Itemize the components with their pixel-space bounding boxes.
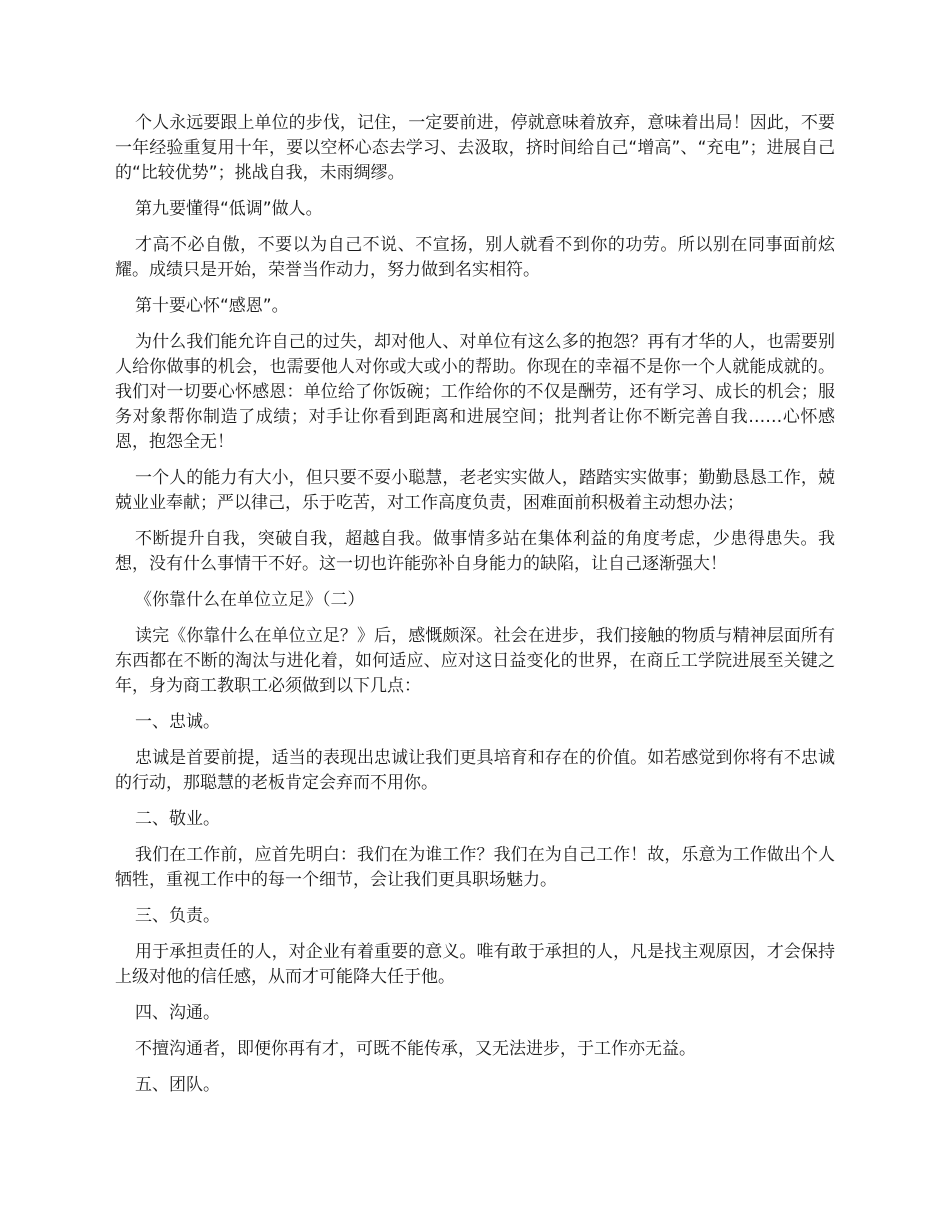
article-title: 《你靠什么在单位立足》（二） xyxy=(135,590,365,610)
paragraph: 用于承担责任的人，对企业有着重要的意义。唯有敢于承担的人，凡是找主观原因，才会保持上级对他的信任感，从而才可能降大任于他。 xyxy=(115,942,835,987)
paragraph: 不擅沟通者，即便你再有才，可既不能传承，又无法进步，于工作亦无益。 xyxy=(135,1039,696,1059)
section-heading: 第十要心怀“感恩”。 xyxy=(135,296,289,316)
paragraph: 个人永远要跟上单位的步伐，记住，一定要前进，停就意味着放弃，意味着出局！因此，不要一年经验重复用十年，要以空杯心态去学习、去汲取，挤时间给自己“增高”、“充电”；进展自己的“比较优势”；挑战自我，未雨绸缪。 xyxy=(115,113,835,183)
paragraph: 为什么我们能允许自己的过失，却对他人、对单位有这么多的抱怨？再有才华的人，也需要别人给你做事的机会，也需要他人对你或大或小的帮助。你现在的幸福不是你一个人就能成就的。我们对一切要心怀感恩：单位给了你饭碗；工作给你的不仅是酬劳，还有学习、成长的机会；服务对象帮你制造了成绩；对手让你看到距离和进展空间；批判者让你不断完善自我……心怀感恩，抱怨全无！ xyxy=(115,332,835,452)
paragraph: 不断提升自我，突破自我，超越自我。做事情多站在集体利益的角度考虑，少患得患失。我想，没有什么事情干不好。这一切也许能弥补自身能力的缺陷，让自己逐渐强大！ xyxy=(115,529,835,574)
document-body xyxy=(115,111,835,1109)
paragraph: 读完《你靠什么在单位立足？》后，感慨颇深。社会在进步，我们接触的物质与精神层面所有东西都在不断的淘汰与进化着，如何适应、应对这日益变化的世界，在商丘工学院进展至关键之年，身为商工教职工必须做到以下几点： xyxy=(115,626,835,696)
paragraph: 忠诚是首要前提，适当的表现出忠诚让我们更具培育和存在的价值。如若感觉到你将有不忠诚的行动，那聪慧的老板肯定会弃而不用你。 xyxy=(115,748,835,793)
paragraph: 一个人的能力有大小，但只要不耍小聪慧，老老实实做人，踏踏实实做事；勤勤恳恳工作，兢兢业业奉献；严以律己，乐于吃苦，对工作高度负责，困难面前积极着主动想办法； xyxy=(115,468,835,513)
section-heading: 四、沟通。 xyxy=(135,1003,220,1023)
section-heading: 一、忠诚。 xyxy=(135,712,220,732)
section-heading: 二、敬业。 xyxy=(135,809,220,829)
section-heading: 三、负责。 xyxy=(135,906,220,926)
paragraph: 才高不必自傲，不要以为自己不说、不宣扬，别人就看不到你的功劳。所以别在同事面前炫耀。成绩只是开始，荣誉当作动力，努力做到名实相符。 xyxy=(115,235,835,280)
section-heading: 第九要懂得“低调”做人。 xyxy=(135,199,323,219)
paragraph: 我们在工作前，应首先明白：我们在为谁工作？我们在为自己工作！故，乐意为工作做出个人牺牲，重视工作中的每一个细节，会让我们更具职场魅力。 xyxy=(115,845,835,890)
section-heading: 五、团队。 xyxy=(135,1075,220,1095)
